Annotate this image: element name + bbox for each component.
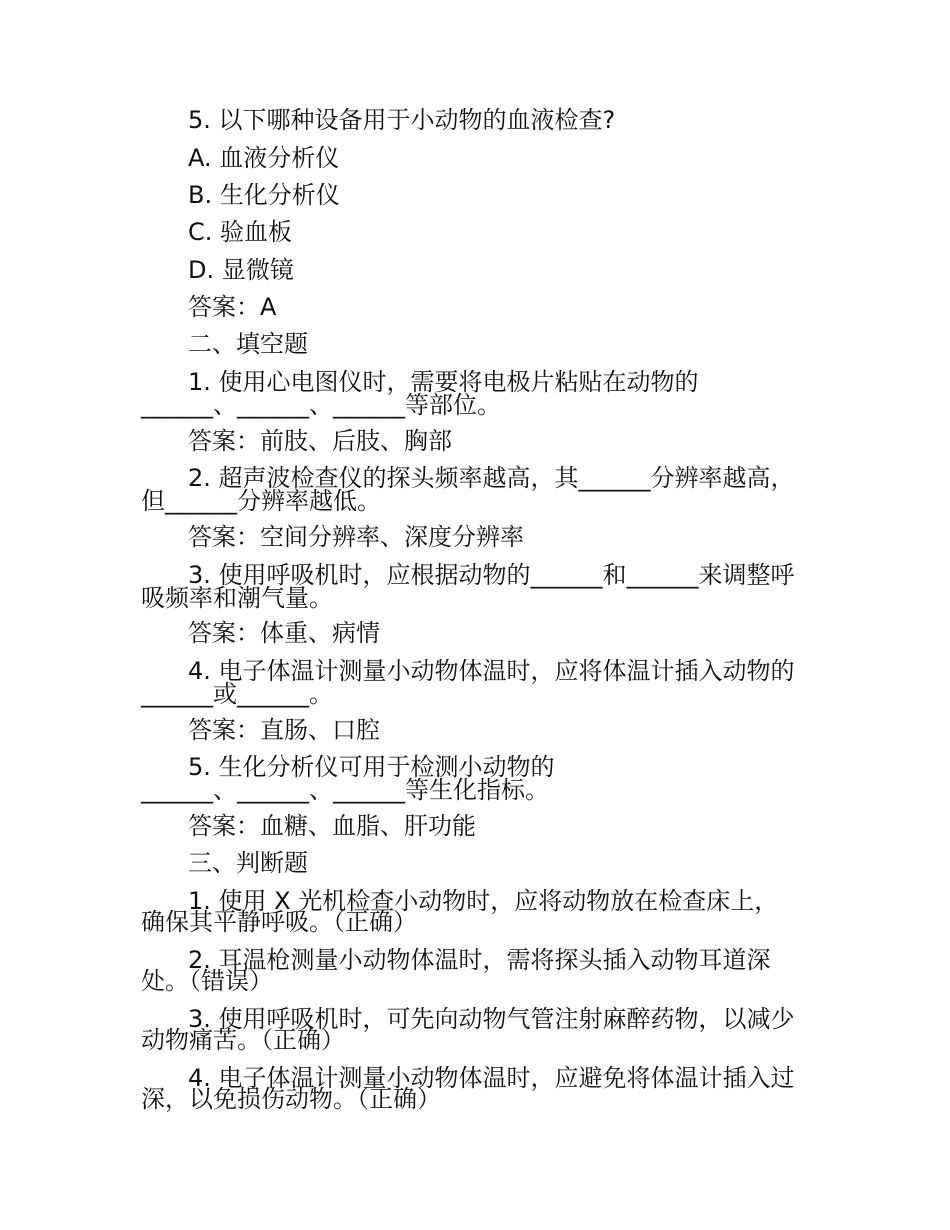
fill-item-4-line1: 4. 电子体温计测量小动物体温时，应将体温计插入动物的 bbox=[188, 657, 795, 685]
judge-item-1-line2: 确保其平静呼吸。（正确） bbox=[141, 908, 417, 936]
judge-item-1-line1: 1. 使用 X 光机检查小动物时，应将动物放在检查床上， bbox=[188, 887, 779, 915]
fill-item-3-line1: 3. 使用呼吸机时，应根据动物的______和______来调整呼 bbox=[188, 561, 795, 589]
section-heading-fill: 二、填空题 bbox=[188, 330, 308, 358]
choice-question-text: 5. 以下哪种设备用于小动物的血液检查? bbox=[188, 106, 616, 134]
judge-item-4-line1: 4. 电子体温计测量小动物体温时，应避免将体温计插入过 bbox=[188, 1064, 795, 1092]
fill-item-5-line2: ______、______、______等生化指标。 bbox=[141, 776, 549, 804]
choice-answer: 答案：A bbox=[188, 293, 277, 321]
fill-item-4-answer: 答案：直肠、口腔 bbox=[188, 716, 380, 744]
choice-option-d: D. 显微镜 bbox=[188, 256, 294, 284]
judge-item-4-line2: 深，以免损伤动物。（正确） bbox=[141, 1085, 441, 1113]
judge-item-2-line2: 处。（错误） bbox=[141, 967, 273, 995]
fill-item-3-line2: 吸频率和潮气量。 bbox=[141, 584, 333, 612]
fill-item-1-answer: 答案：前肢、后肢、胸部 bbox=[188, 427, 452, 455]
judge-item-3-line2: 动物痛苦。（正确） bbox=[141, 1026, 345, 1054]
fill-item-2-line2: 但______分辨率越低。 bbox=[141, 487, 381, 515]
fill-item-1-line2: ______、______、______等部位。 bbox=[141, 391, 501, 419]
fill-item-4-line2: ______或______。 bbox=[141, 680, 333, 708]
section-heading-judge: 三、判断题 bbox=[188, 849, 308, 877]
choice-option-a: A. 血液分析仪 bbox=[188, 144, 340, 172]
fill-item-2-line1: 2. 超声波检查仪的探头频率越高，其______分辨率越高， bbox=[188, 464, 795, 492]
fill-item-3-answer: 答案：体重、病情 bbox=[188, 619, 380, 647]
choice-option-b: B. 生化分析仪 bbox=[188, 181, 340, 209]
fill-item-2-answer: 答案：空间分辨率、深度分辨率 bbox=[188, 523, 524, 551]
choice-option-c: C. 验血板 bbox=[188, 218, 293, 246]
fill-item-1-line1: 1. 使用心电图仪时，需要将电极片粘贴在动物的 bbox=[188, 368, 699, 396]
judge-item-2-line1: 2. 耳温枪测量小动物体温时，需将探头插入动物耳道深 bbox=[188, 946, 771, 974]
fill-item-5-line1: 5. 生化分析仪可用于检测小动物的 bbox=[188, 753, 555, 781]
judge-item-3-line1: 3. 使用呼吸机时，可先向动物气管注射麻醉药物，以减少 bbox=[188, 1005, 795, 1033]
fill-item-5-answer: 答案：血糖、血脂、肝功能 bbox=[188, 812, 476, 840]
